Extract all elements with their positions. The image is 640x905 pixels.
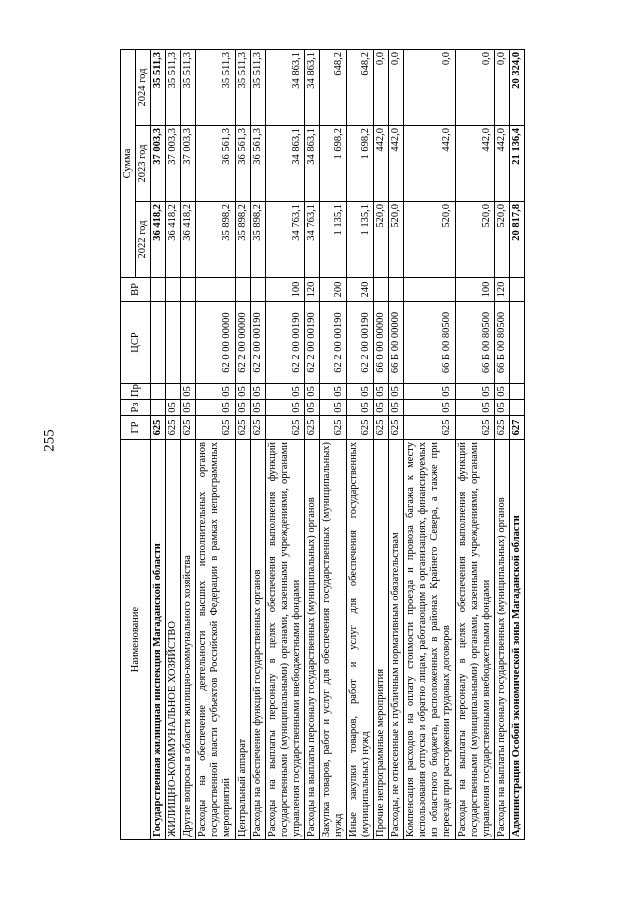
header-vr: ВР bbox=[121, 278, 151, 302]
cell-v2022: 35 898,2 bbox=[235, 202, 250, 278]
cell-v2023: 442,0 bbox=[374, 126, 389, 202]
header-gr: ГР bbox=[121, 416, 151, 440]
cell-csr bbox=[181, 302, 196, 384]
header-2022: 2022 год bbox=[136, 202, 151, 278]
table-row bbox=[265, 50, 304, 840]
cell-v2022: 35 898,2 bbox=[196, 202, 235, 278]
cell-csr: 62 2 00 00190 bbox=[347, 302, 374, 384]
cell-vr: 240 bbox=[347, 278, 374, 302]
cell-vr bbox=[374, 278, 389, 302]
cell-v2023: 442,0 bbox=[404, 126, 455, 202]
cell-name: ЖИЛИЩНО-КОММУНАЛЬНОЕ ХОЗЯЙСТВО bbox=[166, 440, 181, 840]
cell-pr: 05 bbox=[404, 384, 455, 400]
cell-v2022: 520,0 bbox=[389, 202, 404, 278]
cell-name: Прочие непрограммные мероприятия bbox=[374, 440, 389, 840]
cell-csr: 62 0 00 00000 bbox=[196, 302, 235, 384]
cell-v2022: 520,0 bbox=[404, 202, 455, 278]
cell-csr: 62 2 00 00000 bbox=[235, 302, 250, 384]
cell-gr: 625 bbox=[374, 416, 389, 440]
cell-v2024: 0,0 bbox=[374, 50, 389, 126]
table-row bbox=[304, 50, 319, 840]
cell-vr bbox=[509, 278, 524, 302]
cell-v2023: 37 003,3 bbox=[151, 126, 166, 202]
cell-csr bbox=[166, 302, 181, 384]
header-rz: Рз bbox=[121, 400, 151, 416]
cell-rz: 05 bbox=[235, 400, 250, 416]
rotated-table-container bbox=[120, 50, 640, 840]
cell-rz: 05 bbox=[404, 400, 455, 416]
cell-v2022: 20 817,8 bbox=[509, 202, 524, 278]
cell-vr: 100 bbox=[265, 278, 304, 302]
cell-gr: 625 bbox=[347, 416, 374, 440]
cell-csr bbox=[509, 302, 524, 384]
table-row bbox=[319, 50, 346, 840]
cell-csr: 66 Б 00 80500 bbox=[455, 302, 494, 384]
cell-rz: 05 bbox=[304, 400, 319, 416]
cell-v2022: 36 418,2 bbox=[181, 202, 196, 278]
cell-v2022: 1 135,1 bbox=[347, 202, 374, 278]
cell-csr: 62 2 00 00190 bbox=[304, 302, 319, 384]
cell-v2023: 442,0 bbox=[455, 126, 494, 202]
cell-vr bbox=[235, 278, 250, 302]
cell-name: Расходы на выплаты персоналу в целях обеспечения выполнения функций государственными (муниципальными) органами, казенными учреждениями, органами управления государственными внебюджетными фондами bbox=[455, 440, 494, 840]
cell-v2024: 35 511,3 bbox=[196, 50, 235, 126]
cell-pr: 05 bbox=[319, 384, 346, 400]
cell-vr bbox=[151, 278, 166, 302]
cell-v2024: 0,0 bbox=[404, 50, 455, 126]
header-name: Наименование bbox=[121, 440, 151, 840]
cell-v2023: 34 863,1 bbox=[304, 126, 319, 202]
table-row bbox=[347, 50, 374, 840]
header-sum: Сумма bbox=[121, 50, 136, 278]
cell-name: Расходы на обеспечение функций государственных органов bbox=[250, 440, 265, 840]
table-row bbox=[404, 50, 455, 840]
cell-rz bbox=[151, 400, 166, 416]
cell-name: Компенсация расходов на оплату стоимости проезда и провоза багажа к месту использования отпуска и обратно лицам, работающим в организациях, финансируемых из областного бюджета, расположенных в районах Крайнего Севера, а также при переезде при расторжении трудовых договоров bbox=[404, 440, 455, 840]
table-row bbox=[235, 50, 250, 840]
page-number: 255 bbox=[41, 429, 58, 452]
cell-pr bbox=[509, 384, 524, 400]
cell-v2023: 36 561,3 bbox=[196, 126, 235, 202]
cell-v2024: 35 511,3 bbox=[181, 50, 196, 126]
table-row bbox=[166, 50, 181, 840]
cell-gr: 625 bbox=[265, 416, 304, 440]
cell-vr bbox=[389, 278, 404, 302]
cell-v2022: 34 763,1 bbox=[265, 202, 304, 278]
cell-gr: 625 bbox=[235, 416, 250, 440]
cell-name: Расходы на выплаты персоналу в целях обеспечения выполнения функций государственными (муниципальными) органами, казенными учреждениями, органами управления государственными внебюджетными фондами bbox=[265, 440, 304, 840]
cell-v2024: 35 511,3 bbox=[151, 50, 166, 126]
cell-rz bbox=[509, 400, 524, 416]
cell-pr: 05 bbox=[304, 384, 319, 400]
cell-pr: 05 bbox=[196, 384, 235, 400]
cell-v2023: 34 863,1 bbox=[265, 126, 304, 202]
cell-v2024: 34 863,1 bbox=[265, 50, 304, 126]
cell-rz: 05 bbox=[347, 400, 374, 416]
table-row bbox=[250, 50, 265, 840]
cell-pr: 05 bbox=[494, 384, 509, 400]
cell-pr: 05 bbox=[265, 384, 304, 400]
cell-v2024: 0,0 bbox=[455, 50, 494, 126]
cell-csr: 62 2 00 00190 bbox=[265, 302, 304, 384]
table-body bbox=[151, 50, 525, 840]
cell-pr bbox=[166, 384, 181, 400]
cell-name: Другие вопросы в области жилищно-коммунального хозяйства bbox=[181, 440, 196, 840]
cell-v2024: 0,0 bbox=[494, 50, 509, 126]
cell-vr: 200 bbox=[319, 278, 346, 302]
table-row bbox=[389, 50, 404, 840]
header-pr: Пр bbox=[121, 384, 151, 400]
cell-v2023: 36 561,3 bbox=[235, 126, 250, 202]
cell-pr: 05 bbox=[455, 384, 494, 400]
cell-gr: 625 bbox=[250, 416, 265, 440]
cell-v2022: 34 763,1 bbox=[304, 202, 319, 278]
cell-v2023: 37 003,3 bbox=[166, 126, 181, 202]
cell-gr: 625 bbox=[389, 416, 404, 440]
cell-gr: 625 bbox=[404, 416, 455, 440]
cell-v2024: 20 324,0 bbox=[509, 50, 524, 126]
cell-pr: 05 bbox=[250, 384, 265, 400]
cell-v2023: 36 561,3 bbox=[250, 126, 265, 202]
cell-v2023: 1 698,2 bbox=[347, 126, 374, 202]
cell-name: Администрация Особой экономической зоны Магаданской области bbox=[509, 440, 524, 840]
cell-v2024: 35 511,3 bbox=[250, 50, 265, 126]
cell-csr bbox=[151, 302, 166, 384]
cell-vr: 100 bbox=[455, 278, 494, 302]
cell-v2022: 35 898,2 bbox=[250, 202, 265, 278]
cell-name: Расходы на выплаты персоналу государственных (муниципальных) органов bbox=[494, 440, 509, 840]
cell-vr bbox=[196, 278, 235, 302]
header-2023: 2023 год bbox=[136, 126, 151, 202]
cell-v2022: 36 418,2 bbox=[151, 202, 166, 278]
cell-pr: 05 bbox=[389, 384, 404, 400]
cell-csr: 66 Б 00 80500 bbox=[494, 302, 509, 384]
cell-v2022: 520,0 bbox=[455, 202, 494, 278]
cell-v2023: 442,0 bbox=[389, 126, 404, 202]
table-row bbox=[455, 50, 494, 840]
cell-v2024: 648,2 bbox=[319, 50, 346, 126]
cell-csr: 66 Б 00 00000 bbox=[389, 302, 404, 384]
cell-vr bbox=[404, 278, 455, 302]
cell-rz: 05 bbox=[250, 400, 265, 416]
cell-pr bbox=[151, 384, 166, 400]
cell-v2022: 1 135,1 bbox=[319, 202, 346, 278]
cell-name: Иные закупки товаров, работ и услуг для обеспечения государственных (муниципальных) нужд bbox=[347, 440, 374, 840]
cell-gr: 625 bbox=[494, 416, 509, 440]
cell-vr: 120 bbox=[304, 278, 319, 302]
cell-name: Расходы на обеспечение деятельности высших исполнительных органов государственной власти субъектов Российской Федерации в рамках непрограммных мероприятий bbox=[196, 440, 235, 840]
cell-rz: 05 bbox=[494, 400, 509, 416]
table-header bbox=[121, 50, 151, 840]
table-row bbox=[494, 50, 509, 840]
cell-csr: 62 2 00 00190 bbox=[250, 302, 265, 384]
cell-rz: 05 bbox=[166, 400, 181, 416]
header-2024: 2024 год bbox=[136, 50, 151, 126]
cell-vr: 120 bbox=[494, 278, 509, 302]
table-row bbox=[181, 50, 196, 840]
cell-name: Государственная жилищная инспекция Магаданской области bbox=[151, 440, 166, 840]
cell-v2024: 35 511,3 bbox=[235, 50, 250, 126]
table-row bbox=[374, 50, 389, 840]
cell-vr bbox=[166, 278, 181, 302]
cell-rz: 05 bbox=[455, 400, 494, 416]
cell-v2022: 36 418,2 bbox=[166, 202, 181, 278]
cell-v2023: 21 136,4 bbox=[509, 126, 524, 202]
cell-csr: 62 2 00 00190 bbox=[319, 302, 346, 384]
budget-table bbox=[120, 49, 525, 840]
table-row bbox=[509, 50, 524, 840]
cell-pr: 05 bbox=[235, 384, 250, 400]
cell-v2022: 520,0 bbox=[374, 202, 389, 278]
cell-name: Закупка товаров, работ и услуг для обеспечения государственных (муниципальных) нужд bbox=[319, 440, 346, 840]
cell-gr: 625 bbox=[181, 416, 196, 440]
cell-name: Расходы на выплаты персоналу государственных (муниципальных) органов bbox=[304, 440, 319, 840]
cell-pr: 05 bbox=[347, 384, 374, 400]
header-csr: ЦСР bbox=[121, 302, 151, 384]
cell-v2023: 1 698,2 bbox=[319, 126, 346, 202]
cell-v2024: 34 863,1 bbox=[304, 50, 319, 126]
cell-pr: 05 bbox=[181, 384, 196, 400]
table-row bbox=[196, 50, 235, 840]
cell-vr bbox=[181, 278, 196, 302]
cell-vr bbox=[250, 278, 265, 302]
cell-v2022: 520,0 bbox=[494, 202, 509, 278]
table-row bbox=[151, 50, 166, 840]
cell-rz: 05 bbox=[196, 400, 235, 416]
cell-gr: 625 bbox=[304, 416, 319, 440]
cell-v2024: 0,0 bbox=[389, 50, 404, 126]
cell-gr: 625 bbox=[151, 416, 166, 440]
cell-gr: 627 bbox=[509, 416, 524, 440]
cell-rz: 05 bbox=[181, 400, 196, 416]
cell-gr: 625 bbox=[166, 416, 181, 440]
cell-name: Расходы, не отнесенные к публичным нормативным обязательствам bbox=[389, 440, 404, 840]
cell-v2023: 442,0 bbox=[494, 126, 509, 202]
cell-gr: 625 bbox=[455, 416, 494, 440]
cell-rz: 05 bbox=[265, 400, 304, 416]
cell-rz: 05 bbox=[389, 400, 404, 416]
cell-csr: 66 Б 00 80500 bbox=[404, 302, 455, 384]
cell-v2024: 35 511,3 bbox=[166, 50, 181, 126]
cell-csr: 66 0 00 00000 bbox=[374, 302, 389, 384]
cell-gr: 625 bbox=[196, 416, 235, 440]
cell-rz: 05 bbox=[319, 400, 346, 416]
cell-pr: 05 bbox=[374, 384, 389, 400]
cell-v2023: 37 003,3 bbox=[181, 126, 196, 202]
cell-gr: 625 bbox=[319, 416, 346, 440]
cell-v2024: 648,2 bbox=[347, 50, 374, 126]
cell-name: Центральный аппарат bbox=[235, 440, 250, 840]
cell-rz: 05 bbox=[374, 400, 389, 416]
